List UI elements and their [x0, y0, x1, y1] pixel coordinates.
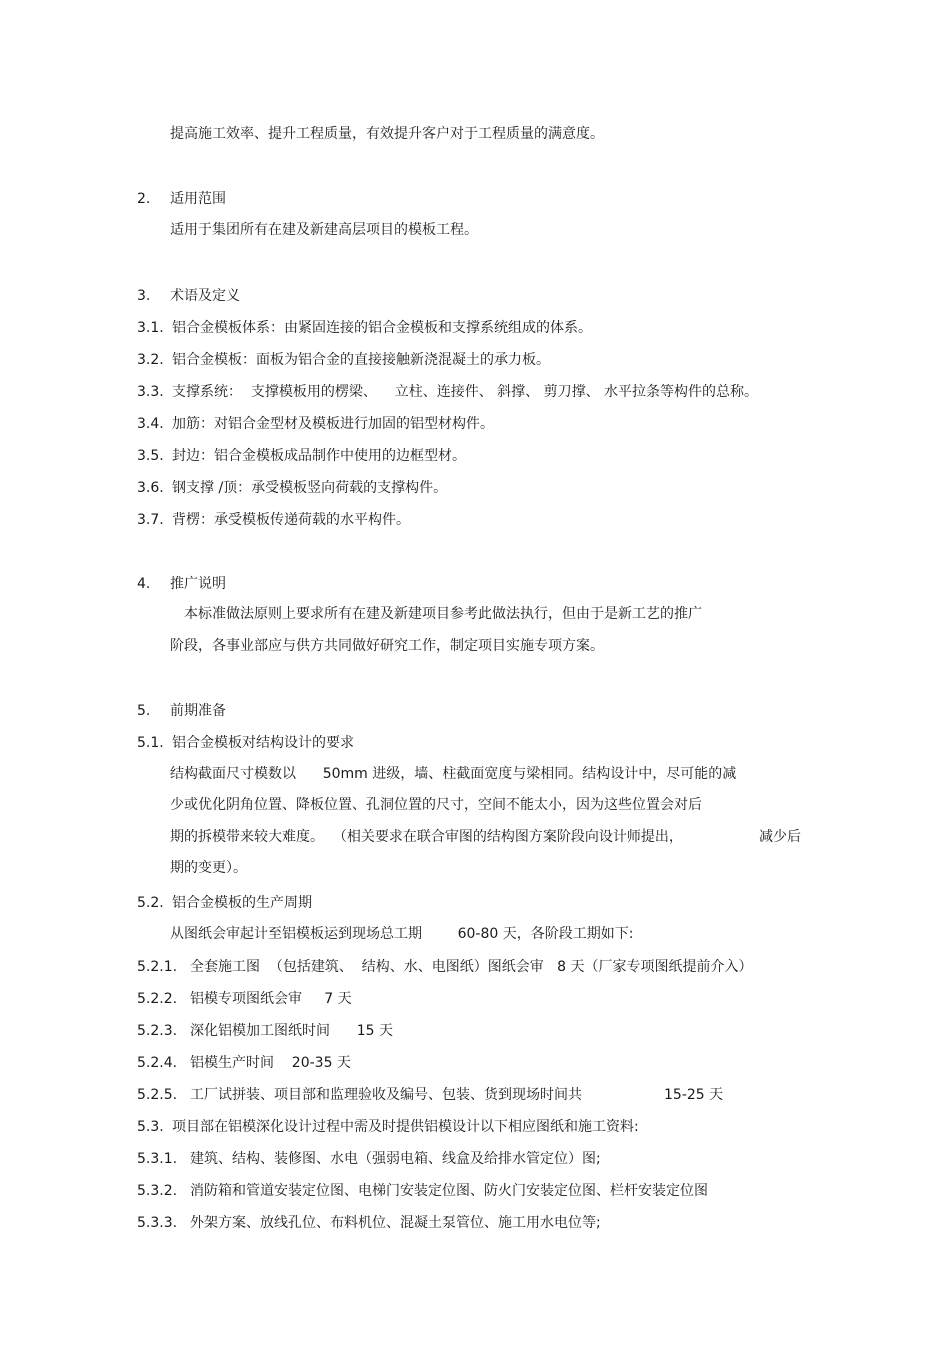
item-5-2-4-number: 5.2.4. [137, 1055, 178, 1071]
intro-continuation: 提高施工效率、提升工程质量，有效提升客户对于工程质量的满意度。 [170, 126, 604, 142]
item-5-3-3-number: 5.3.3. [137, 1215, 178, 1231]
item-5-2-3-text: 深化铝模加工图纸时间 15 天 [190, 1023, 393, 1039]
section-4-body-line-2: 阶段，各事业部应与供方共同做好研究工作，制定项目实施专项方案。 [170, 638, 604, 654]
item-3-2-text: 铝合金模板：面板为铝合金的直接接触新浇混凝土的承力板。 [172, 352, 550, 368]
item-5-3-1-number: 5.3.1. [137, 1151, 178, 1167]
item-5-3-2-text: 消防箱和管道安装定位图、电梯门安装定位图、防火门安装定位图、栏杆安装定位图 [190, 1183, 708, 1199]
item-5-2-5-number: 5.2.5. [137, 1087, 178, 1103]
item-5-2-1-text: 全套施工图 （包括建筑、 结构、水、电图纸）图纸会审 8 天（厂家专项图纸提前介入） [190, 959, 753, 975]
section-3-number: 3. [137, 288, 151, 304]
item-5-2-title: 铝合金模板的生产周期 [172, 895, 312, 911]
item-3-1-text: 铝合金模板体系：由紧固连接的铝合金模板和支撑系统组成的体系。 [172, 320, 592, 336]
section-4-title: 推广说明 [170, 576, 226, 592]
item-3-3-text: 支撑系统： 支撑模板用的楞梁、 立柱、连接件、 斜撑、 剪刀撑、 水平拉条等构件的总称。 [172, 384, 759, 400]
item-5-3-1-text: 建筑、结构、装修图、水电（强弱电箱、线盒及给排水管定位）图; [190, 1151, 601, 1167]
item-5-3-2-number: 5.3.2. [137, 1183, 178, 1199]
item-5-1-body-line-3: 期的拆模带来较大难度。 （相关要求在联合审图的结构图方案阶段向设计师提出， [170, 829, 683, 845]
item-3-2-number: 3.2. [137, 352, 164, 368]
item-5-2-5-days: 15-25 天 [664, 1087, 724, 1103]
item-5-2-4-text: 铝模生产时间 20-35 天 [190, 1055, 351, 1071]
section-2-number: 2. [137, 191, 151, 207]
item-3-5-number: 3.5. [137, 448, 164, 464]
item-5-3-3-text: 外架方案、放线孔位、布料机位、混凝土泵管位、施工用水电位等; [190, 1215, 601, 1231]
item-5-1-title: 铝合金模板对结构设计的要求 [172, 735, 354, 751]
item-3-6-text: 钢支撑 /顶：承受模板竖向荷载的支撑构件。 [172, 480, 448, 496]
item-5-2-body: 从图纸会审起计至铝模板运到现场总工期 60-80 天，各阶段工期如下: [170, 926, 634, 942]
section-5-title: 前期准备 [170, 703, 226, 719]
item-5-2-2-number: 5.2.2. [137, 991, 178, 1007]
item-5-3-number: 5.3. [137, 1119, 164, 1135]
item-5-2-2-text: 铝模专项图纸会审 7 天 [190, 991, 352, 1007]
item-5-1-body-line-2: 少或优化阴角位置、降板位置、孔洞位置的尺寸，空间不能太小，因为这些位置会对后 [170, 797, 702, 813]
item-5-1-number: 5.1. [137, 735, 164, 751]
item-5-3-text: 项目部在铝模深化设计过程中需及时提供铝模设计以下相应图纸和施工资料: [172, 1119, 639, 1135]
item-5-2-3-number: 5.2.3. [137, 1023, 178, 1039]
item-3-4-text: 加筋：对铝合金型材及模板进行加固的铝型材构件。 [172, 416, 494, 432]
item-5-2-1-number: 5.2.1. [137, 959, 178, 975]
item-3-6-number: 3.6. [137, 480, 164, 496]
section-2-body: 适用于集团所有在建及新建高层项目的模板工程。 [170, 222, 478, 238]
item-5-1-body-line-3-end: 减少后 [759, 829, 801, 845]
item-3-7-number: 3.7. [137, 512, 164, 528]
section-5-number: 5. [137, 703, 151, 719]
section-3-title: 术语及定义 [170, 288, 240, 304]
section-4-body-line-1: 本标准做法原则上要求所有在建及新建项目参考此做法执行，但由于是新工艺的推广 [184, 606, 702, 622]
item-3-5-text: 封边：铝合金模板成品制作中使用的边框型材。 [172, 448, 466, 464]
item-5-1-body-line-4: 期的变更）。 [170, 860, 247, 876]
item-3-4-number: 3.4. [137, 416, 164, 432]
item-3-7-text: 背楞：承受模板传递荷载的水平构件。 [172, 512, 410, 528]
item-5-2-5-text: 工厂试拼装、项目部和监理验收及编号、包装、货到现场时间共 [190, 1087, 582, 1103]
item-3-3-number: 3.3. [137, 384, 164, 400]
item-5-1-body-line-1: 结构截面尺寸模数以 50mm 进级，墙、柱截面宽度与梁相同。结构设计中，尽可能的减 [170, 766, 737, 782]
item-5-2-number: 5.2. [137, 895, 164, 911]
item-3-1-number: 3.1. [137, 320, 164, 336]
section-2-title: 适用范围 [170, 191, 226, 207]
section-4-number: 4. [137, 576, 151, 592]
